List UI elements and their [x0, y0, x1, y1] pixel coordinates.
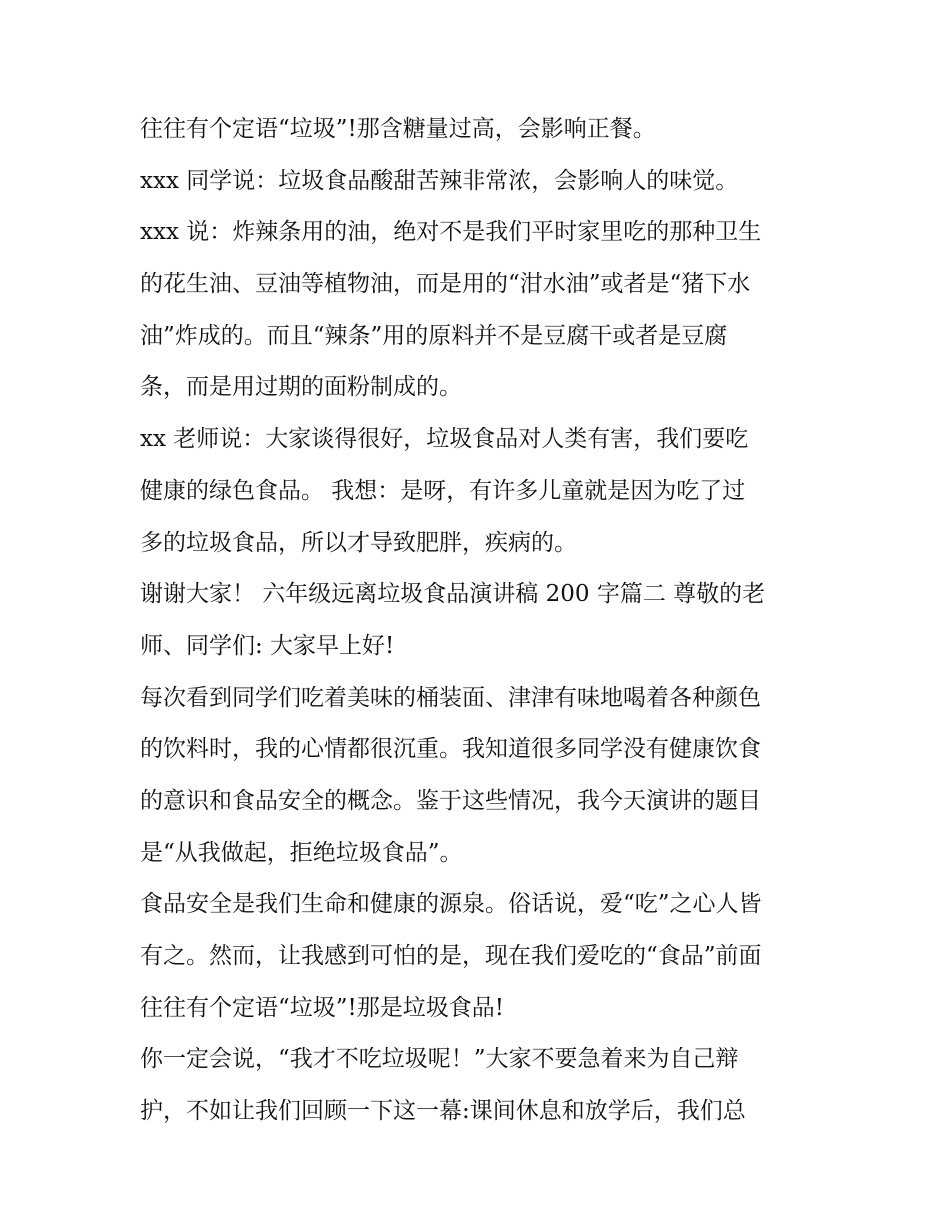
text-line: 有之。然而，让我感到可怕的是，现在我们爱吃的“食品”前面	[140, 943, 762, 969]
text-line: 往往有个定语“垃圾”!那含糖量过高，会影响正餐。	[140, 116, 656, 142]
text-line: 是“从我做起，拒绝垃圾食品”。	[140, 839, 463, 866]
text-line: 护，不如让我们回顾一下这一幕:课间休息和放学后，我们总	[140, 1098, 746, 1125]
text-line: 的花生油、豆油等植物油，而是用的“泔水油”或者是“猪下水	[140, 271, 751, 298]
text-line: 每次看到同学们吃着美味的桶装面、津津有味地喝着各种颜色	[140, 684, 761, 711]
text-line: 油”炸成的。而且“辣条”用的原料并不是豆腐干或者是豆腐	[140, 322, 728, 349]
text-line: 的饮料时，我的心情都很沉重。我知道很多同学没有健康饮食	[140, 736, 761, 763]
document-body	[140, 104, 820, 1138]
text-line: 条，而是用过期的面粉制成的。	[140, 374, 462, 401]
text-line: 谢谢大家！ 六年级远离垃圾食品演讲稿 200 字篇二 尊敬的老	[140, 581, 766, 608]
text-line: 食品安全是我们生命和健康的源泉。俗话说，爱“吃”之心人皆	[140, 891, 762, 918]
text-line: xx 老师说：大家谈得很好，垃圾食品对人类有害，我们要吃	[140, 426, 749, 453]
text-line: 往往有个定语“垃圾”!那是垃圾食品!	[140, 994, 505, 1021]
text-line: 的意识和食品安全的概念。鉴于这些情况，我今天演讲的题目	[140, 787, 761, 814]
text-line: 你一定会说，“我才不吃垃圾呢！”大家不要急着来为自己辩	[140, 1046, 739, 1073]
text-line: xxx 说：炸辣条用的油，绝对不是我们平时家里吃的那种卫生	[140, 219, 762, 246]
text-line: 多的垃圾食品，所以才导致肥胖，疾病的。	[140, 529, 577, 556]
text-line: 师、同学们: 大家早上好!	[140, 632, 395, 659]
text-line: 健康的绿色食品。 我想：是呀，有许多儿童就是因为吃了过	[140, 477, 746, 504]
text-line: xxx 同学说：垃圾食品酸甜苦辣非常浓，会影响人的味觉。	[140, 167, 739, 194]
